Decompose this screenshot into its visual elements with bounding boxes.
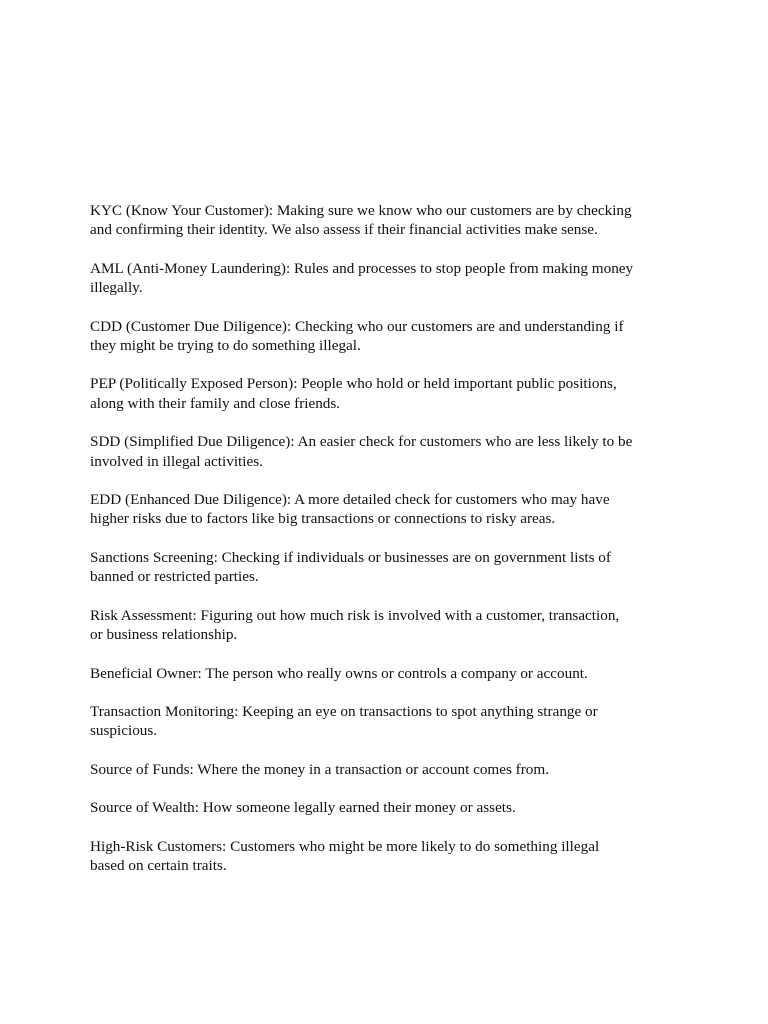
glossary-entry-cdd <box>90 317 690 356</box>
entry-line: higher risks due to factors like big transactions or connections to risky areas. <box>90 510 556 528</box>
entry-line: High-Risk Customers: Customers who might be more likely to do something illegal <box>90 837 600 855</box>
entry-line: along with their family and close friends. <box>90 394 341 412</box>
entry-line: Source of Funds: Where the money in a transaction or account comes from. <box>90 760 550 778</box>
glossary-body <box>90 201 690 894</box>
glossary-entry-aml <box>90 259 690 298</box>
glossary-entry-edd <box>90 490 690 529</box>
entry-line: KYC (Know Your Customer): Making sure we know who our customers are by checking <box>90 202 632 219</box>
entry-line: Source of Wealth: How someone legally earned their money or assets. <box>90 799 516 817</box>
glossary-entry-source-of-wealth <box>90 798 690 817</box>
glossary-entry-beneficial-owner <box>90 664 690 683</box>
entry-line: Transaction Monitoring: Keeping an eye on transactions to spot anything strange or <box>90 702 598 720</box>
entry-line: illegally. <box>90 279 143 297</box>
entry-line: involved in illegal activities. <box>90 452 263 470</box>
glossary-entry-high-risk-customers <box>90 837 690 876</box>
entry-line: AML (Anti-Money Laundering): Rules and processes to stop people from making money <box>90 259 634 277</box>
entry-line: or business relationship. <box>90 626 238 644</box>
glossary-entry-sdd <box>90 432 690 471</box>
entry-line: based on certain traits. <box>90 856 227 874</box>
glossary-entry-pep <box>90 374 690 413</box>
entry-line: EDD (Enhanced Due Diligence): A more detailed check for customers who may have <box>90 491 610 509</box>
entry-line: they might be trying to do something illegal. <box>90 337 361 355</box>
entry-line: and confirming their identity. We also assess if their financial activities make sense. <box>90 221 598 239</box>
glossary-entry-kyc <box>90 201 690 240</box>
entry-line: Sanctions Screening: Checking if individuals or businesses are on government lists of <box>90 548 611 566</box>
entry-line: SDD (Simplified Due Diligence): An easier check for customers who are less likely to be <box>90 433 633 451</box>
entry-line: PEP (Politically Exposed Person): People who hold or held important public positions, <box>90 375 617 393</box>
glossary-entry-risk-assessment <box>90 606 690 645</box>
entry-line: Beneficial Owner: The person who really owns or controls a company or account. <box>90 664 588 682</box>
entry-line: suspicious. <box>90 722 158 740</box>
entry-line: Risk Assessment: Figuring out how much risk is involved with a customer, transaction, <box>90 606 620 624</box>
entry-line: CDD (Customer Due Diligence): Checking who our customers are and understanding if <box>90 317 624 335</box>
glossary-entry-sanctions-screening <box>90 548 690 587</box>
glossary-entry-transaction-monitoring <box>90 702 690 741</box>
glossary-entry-source-of-funds <box>90 760 690 779</box>
entry-line: banned or restricted parties. <box>90 568 259 586</box>
